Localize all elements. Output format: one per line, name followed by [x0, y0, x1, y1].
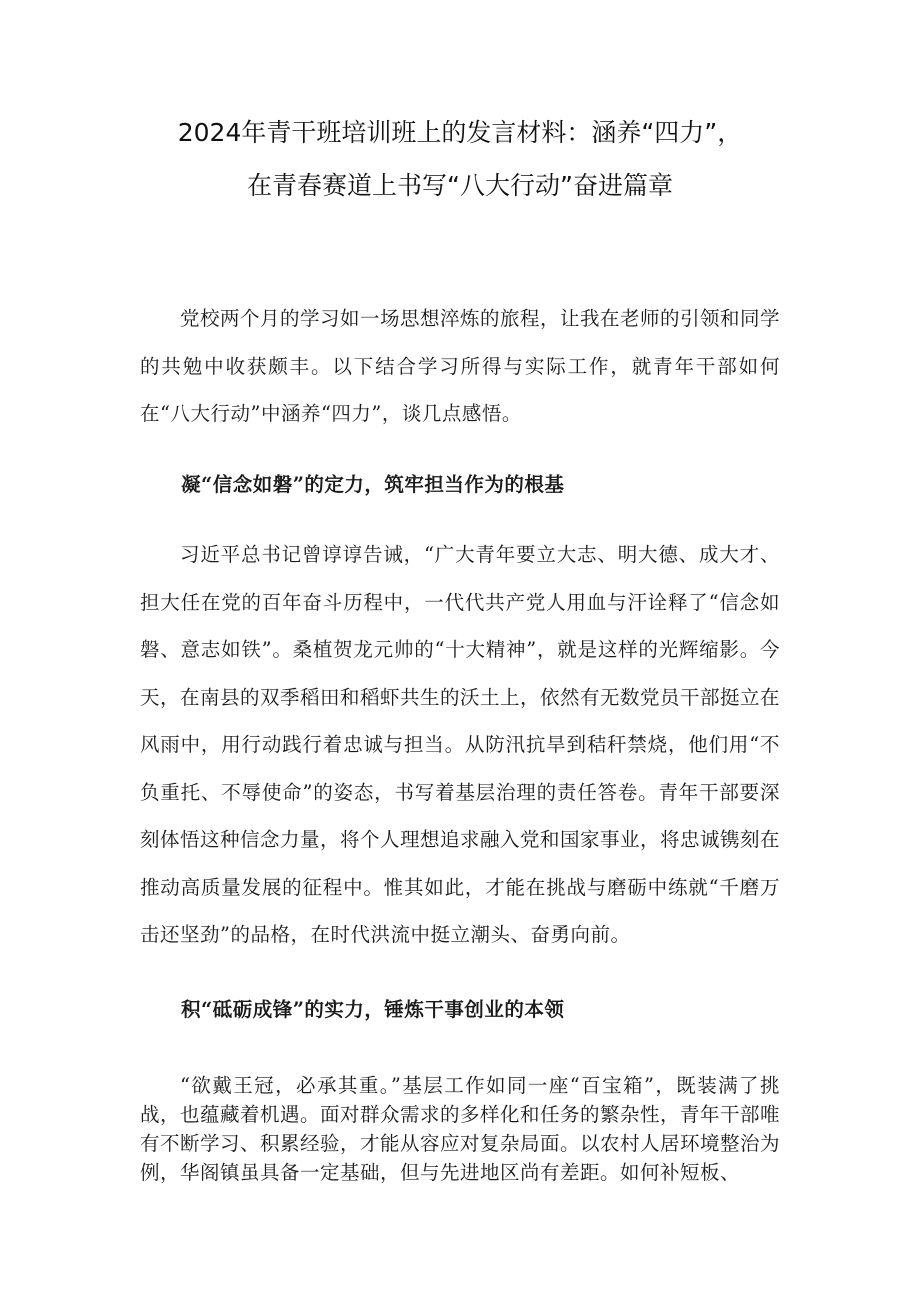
intro-paragraph: 党校两个月的学习如一场思想淬炼的旅程，让我在老师的引领和同学的共勉中收获颇丰。以下结合学习所得与实际工作，就青年干部如何在“八大行动”中涵养“四力”，谈几点感悟。: [140, 307, 781, 425]
document-title-line-1: 2024年青干班培训班上的发言材料：涵养“四力”，: [177, 118, 743, 147]
section-heading-1: 凝“信念如磐”的定力，筑牢担当作为的根基: [181, 473, 565, 496]
section-1-paragraph: 习近平总书记曾谆谆告诫，“广大青年要立大志、明大德、成大才、担大任在党的百年奋斗历程中，一代代共产党人用血与汗诠释了“信念如磐、意志如铁”。桑植贺龙元帅的“十大精神”，就是这样的光辉缩影。今天，在南县的双季稻田和稻虾共生的沃土上，依然有无数党员干部挺立在风雨中，用行动践行着忠诚与担当。从防汛抗旱到秸秆禁烧，他们用“不负重托、不辱使命”的姿态，书写着基层治理的责任答卷。青年干部要深刻体悟这种信念力量，将个人理想追求融入党和国家事业，将忠诚镌刻在推动高质量发展的征程中。惟其如此，才能在挑战与磨砺中练就“千磨万击还坚劲”的品格，在时代洪流中挺立潮头、奋勇向前。: [140, 543, 781, 946]
document-title-line-2: 在青春赛道上书写“八大行动”奋进篇章: [247, 171, 673, 200]
section-2-paragraph: “欲戴王冠，必承其重。”基层工作如同一座“百宝箱”，既装满了挑战，也蕴藏着机遇。面对群众需求的多样化和任务的繁杂性，青年干部唯有不断学习、积累经验，才能从容应对复杂局面。以农村人居环境整治为例，华阁镇虽具备一定基础，但与先进地区尚有差距。如何补短板、: [140, 1074, 781, 1184]
section-heading-2: 积“砥砺成锋”的实力，锤炼干事创业的本领: [181, 998, 565, 1021]
